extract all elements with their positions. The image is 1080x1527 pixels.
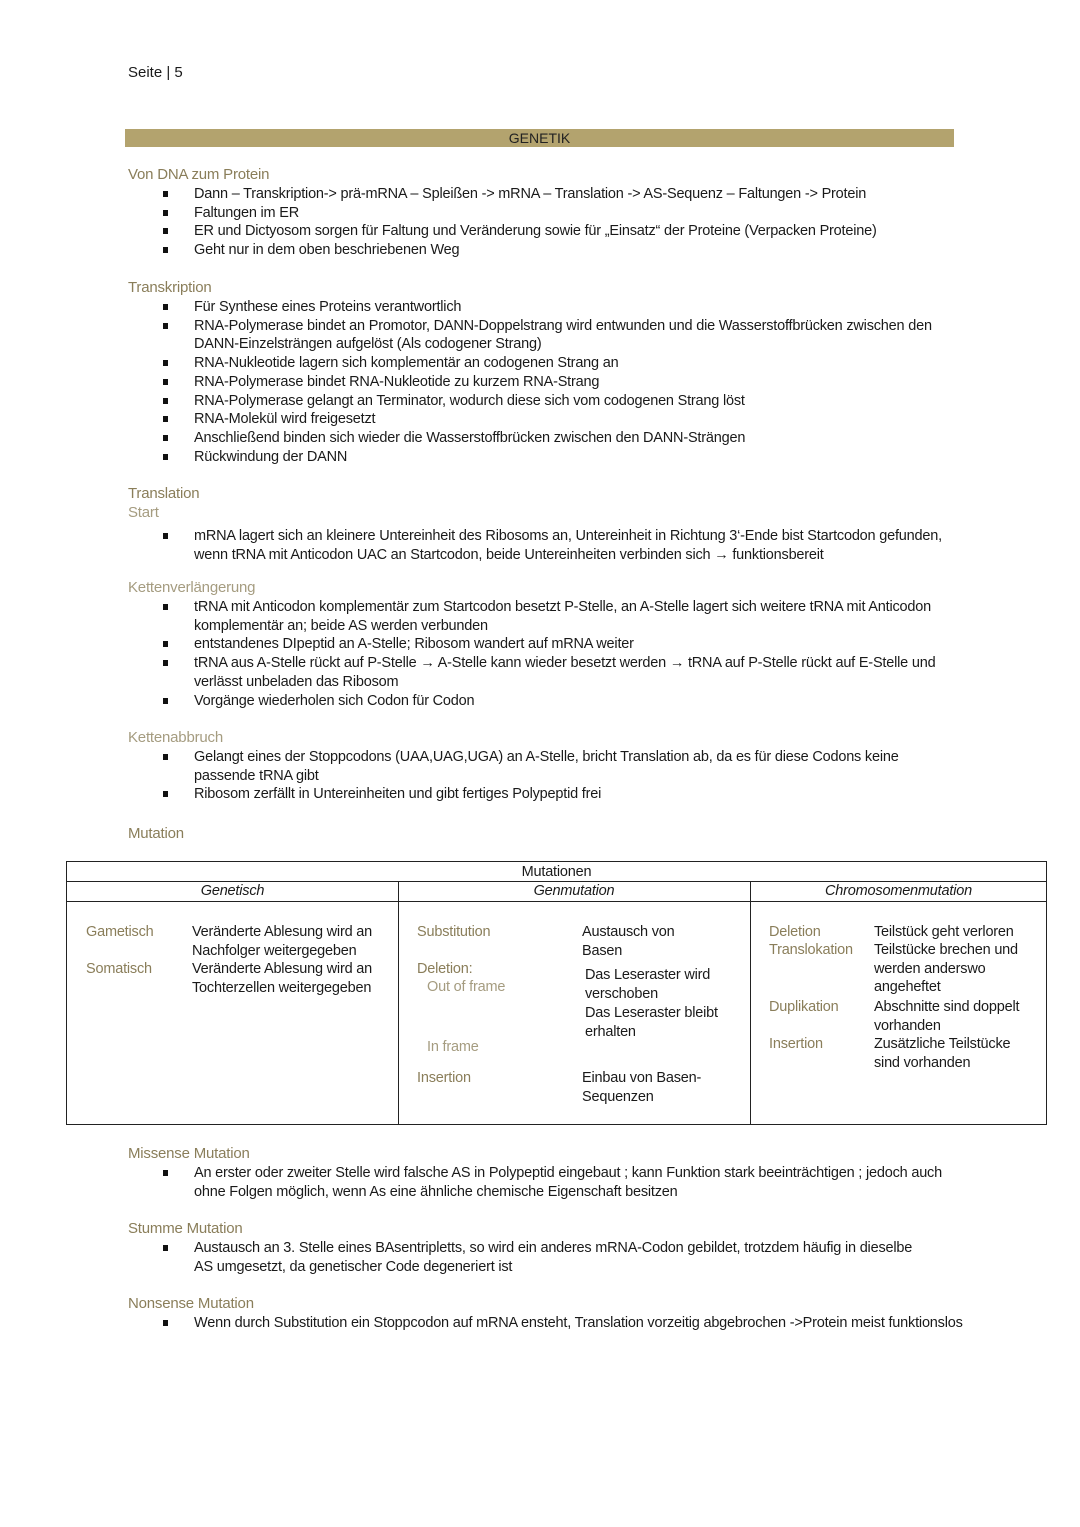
bullet-list	[128, 598, 968, 710]
label-somatisch: Somatisch	[86, 961, 152, 977]
bullet-list	[128, 527, 968, 564]
section-transkription	[128, 279, 968, 466]
list-item: Für Synthese eines Proteins verantwortlich	[128, 298, 968, 317]
list-item: Gelangt eines der Stoppcodons (UAA,UAG,UGA) an A-Stelle, bricht Translation ab, da es für diese Codons keine passende tRNA gibt	[128, 748, 968, 785]
list-item: Wenn durch Substitution ein Stoppcodon auf mRNA ensteht, Translation vorzeitig abgebrochen ->Protein meist funktionslos	[128, 1314, 968, 1333]
text-somatisch: Veränderte Ablesung wird an Tochterzellen weitergegeben	[192, 961, 373, 996]
column-header-genmutation: Genmutation	[533, 883, 615, 899]
list-item: ER und Dictyosom sorgen für Faltung und Veränderung sowie für „Einsatz“ der Proteine (Verpacken Proteine)	[128, 222, 968, 241]
bullet-list	[128, 185, 968, 260]
label-chrom-insertion: Insertion	[769, 1036, 823, 1052]
bullet-list	[128, 1239, 968, 1276]
column-divider	[750, 882, 751, 1124]
section-heading: Missense Mutation	[128, 1145, 250, 1162]
list-item: RNA-Polymerase bindet an Promotor, DANN-Doppelstrang wird entwunden und die Wasserstoffbrücken zwischen den DANN-Einzelsträngen aufgelöst (Als codogener Strang)	[128, 317, 968, 354]
text-chrom-insertion: Zusätzliche Teilstücke sind vorhanden	[874, 1036, 1011, 1071]
label-in-frame: In frame	[427, 1039, 479, 1055]
list-item: Vorgänge wiederholen sich Codon für Codon	[128, 692, 968, 711]
label-gametisch: Gametisch	[86, 924, 154, 940]
list-item: Geht nur in dem oben beschriebenen Weg	[128, 241, 968, 260]
section-heading: Mutation	[128, 825, 184, 842]
text-gametisch: Veränderte Ablesung wird an Nachfolger weitergegeben	[192, 924, 373, 959]
text-in-frame: Das Leseraster bleibt erhalten	[585, 1005, 718, 1040]
list-item: Ribosom zerfällt in Untereinheiten und gibt fertiges Polypeptid frei	[128, 785, 968, 804]
label-translokation: Translokation	[769, 942, 853, 958]
text-substitution: Austausch von Basen	[582, 924, 675, 959]
bullet-list	[128, 1164, 968, 1201]
list-item: RNA-Polymerase bindet RNA-Nukleotide zu kurzem RNA-Strang	[128, 373, 968, 392]
label-chrom-deletion: Deletion	[769, 924, 821, 940]
section-heading: Transkription	[128, 279, 212, 296]
section-heading: Von DNA zum Protein	[128, 166, 270, 183]
text-insertion: Einbau von Basen-Sequenzen	[582, 1070, 702, 1105]
section-dna-protein	[128, 166, 968, 260]
list-item: Anschließend binden sich wieder die Wasserstoffbrücken zwischen den DANN-Strängen	[128, 429, 968, 448]
section-kettenverlaengerung	[128, 579, 968, 710]
page-number: Seite | 5	[128, 64, 183, 81]
subsection-heading-start: Start	[128, 504, 159, 521]
section-kettenabbruch	[128, 729, 968, 804]
section-missense	[128, 1145, 968, 1201]
list-item: RNA-Molekül wird freigesetzt	[128, 410, 968, 429]
section-stumme	[128, 1220, 968, 1276]
text-out-of-frame: Das Leseraster wird verschoben	[585, 967, 711, 1002]
bullet-list	[128, 748, 968, 804]
list-item: Dann – Transkription-> prä-mRNA – Spleißen -> mRNA – Translation -> AS-Sequenz – Faltungen -> Protein	[128, 185, 968, 204]
mutation-table	[66, 861, 1047, 1125]
section-heading: Nonsense Mutation	[128, 1295, 254, 1312]
list-item: An erster oder zweiter Stelle wird falsche AS in Polypeptid eingebaut ; kann Funktion stark beeinträchtigen ; jedoch auch ohne Folgen möglich, wenn As eine ähnliche chemische Eigenschaft besitzen	[128, 1164, 968, 1201]
column-divider	[398, 882, 399, 1124]
list-item: mRNA lagert sich an kleinere Untereinheit des Ribosoms an, Untereinheit in Richtung 3‘-Ende bist Startcodon gefunden, wenn tRNA mit Anticodon UAC an Startcodon, beide Untereinheiten verbinden sich → funktionsbereit	[128, 527, 968, 564]
header-divider	[67, 901, 1046, 902]
subsection-heading: Kettenabbruch	[128, 729, 223, 746]
column-header-chromosomenmutation: Chromosomenmutation	[825, 883, 972, 899]
section-banner: GENETIK	[125, 129, 954, 147]
list-item: Rückwindung der DANN	[128, 448, 968, 467]
subsection-heading: Kettenverlängerung	[128, 579, 256, 596]
section-heading: Stumme Mutation	[128, 1220, 243, 1237]
list-item: tRNA mit Anticodon komplementär zum Startcodon besetzt P-Stelle, an A-Stelle lagert sich weitere tRNA mit Anticodon komplementär an; beide AS werden verbunden	[128, 598, 968, 635]
text-translokation: Teilstücke brechen und werden anderswo angeheftet	[874, 942, 1018, 995]
table-title: Mutationen	[67, 862, 1046, 882]
label-deletion: Deletion:	[417, 961, 473, 977]
text-chrom-deletion: Teilstück geht verloren	[874, 924, 1014, 940]
section-translation	[128, 485, 968, 564]
list-item: entstandenes DIpeptid an A-Stelle; Ribosom wandert auf mRNA weiter	[128, 635, 968, 654]
section-nonsense	[128, 1295, 968, 1333]
list-item: tRNA aus A-Stelle rückt auf P-Stelle → A-Stelle kann wieder besetzt werden → tRNA auf P-Stelle rückt auf E-Stelle und verlässt unbeladen das Ribosom	[128, 654, 968, 691]
label-duplikation: Duplikation	[769, 999, 839, 1015]
section-mutation	[128, 825, 968, 844]
section-heading: Translation	[128, 485, 200, 502]
label-substitution: Substitution	[417, 924, 491, 940]
text-duplikation: Abschnitte sind doppelt vorhanden	[874, 999, 1020, 1034]
bullet-list	[128, 1314, 968, 1333]
bullet-list	[128, 298, 968, 466]
list-item: Faltungen im ER	[128, 204, 968, 223]
list-item: Austausch an 3. Stelle eines BAsentripletts, so wird ein anderes mRNA-Codon gebildet, trotzdem häufig in dieselbe AS umgesetzt, da genetischer Code degeneriert ist	[128, 1239, 968, 1276]
column-header-genetisch: Genetisch	[200, 883, 265, 899]
label-out-of-frame: Out of frame	[427, 979, 506, 995]
list-item: RNA-Polymerase gelangt an Terminator, wodurch diese sich vom codogenen Strang löst	[128, 392, 968, 411]
list-item: RNA-Nukleotide lagern sich komplementär an codogenen Strang an	[128, 354, 968, 373]
label-insertion: Insertion	[417, 1070, 471, 1086]
